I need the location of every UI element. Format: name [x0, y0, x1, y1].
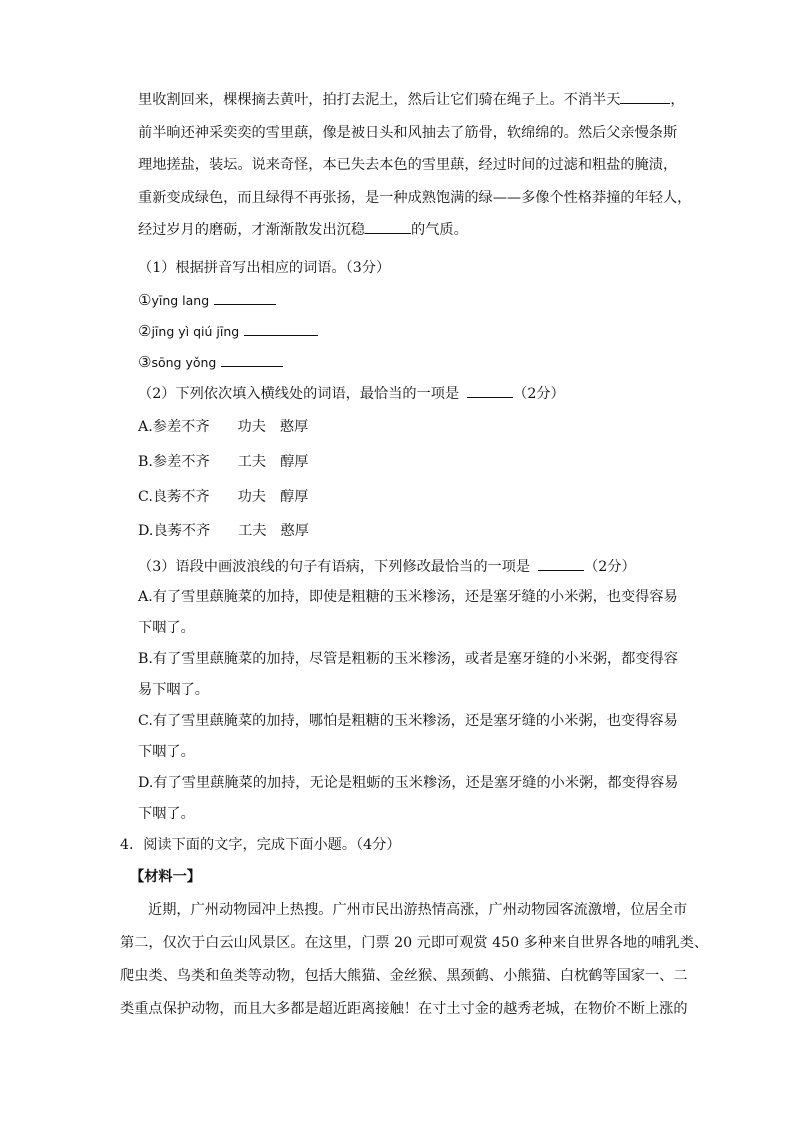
passage-line: 前半晌还神采奕奕的雪里蕻，像是被日头和风抽去了筋骨，软绵绵的。然后父亲慢条斯	[138, 124, 678, 141]
material-line: 近期，广州动物园冲上热搜。广州市民出游热情高涨，广州动物园客流激增，位居全市	[148, 902, 688, 918]
answer-blank	[620, 89, 670, 104]
question-3-stem: （3）语段中画波浪线的句子有语病，下列修改最恰当的一项是 （2分）	[138, 556, 636, 577]
question-3-option: A.有了雪里蕻腌菜的加持，即使是粗糖的玉米糁汤，还是塞牙缝的小米粥，也变得容易	[138, 589, 678, 605]
passage-line: 理地搓盐，装坛。说来奇怪，本已失去本色的雪里蕻，经过时间的过滤和粗盐的腌渍，	[138, 157, 678, 174]
passage	[138, 84, 692, 247]
question-3-option-cont: 易下咽了。	[138, 682, 209, 698]
answer-blank	[538, 556, 584, 571]
question-2-option: B.参差不齐 工夫 醇厚	[138, 454, 309, 470]
question-2-option: D.良莠不齐 工夫 憨厚	[138, 523, 309, 539]
question-2-stem: （2）下列依次填入横线处的词语，最恰当的一项是 （2分）	[138, 383, 565, 404]
question-2-option: C.良莠不齐 功夫 醇厚	[138, 489, 309, 505]
question-3-option: D.有了雪里蕻腌菜的加持，无论是粗蛎的玉米糁汤，还是塞牙缝的小米粥，都变得容易	[138, 775, 679, 791]
question-1-stem: （1）根据拼音写出相应的词语。（3分）	[138, 260, 391, 276]
passage-line: 经过岁月的磨砺，才渐渐散发出沉稳 的气质。	[138, 214, 678, 247]
answer-blank	[221, 352, 283, 367]
question-3-option-cont: 下咽了。	[138, 620, 195, 636]
question-1-item: ③sōng yǒng	[138, 352, 283, 373]
material-title: 【材料一】	[130, 869, 201, 885]
question-3-option-cont: 下咽了。	[138, 806, 195, 822]
question-3-option: B.有了雪里蕻腌菜的加持，尽管是粗粝的玉米糁汤，或者是塞牙缝的小米粥，都变得容	[138, 651, 678, 667]
question-1-item: ①yīng lang	[138, 290, 276, 311]
question-3-option-cont: 下咽了。	[138, 744, 195, 760]
question-1-item: ②jīng yì qiú jīng	[138, 321, 318, 342]
material-line: 类重点保护动物，而且大多都是超近距离接触！在寸土寸金的越秀老城，在物价不断上涨的	[120, 1001, 688, 1017]
answer-blank	[244, 321, 318, 336]
answer-blank	[467, 383, 513, 398]
passage-line: 重新变成绿色，而且绿得不再张扬，是一种成熟饱满的绿——多像个性格莽撞的年轻人，	[138, 189, 692, 206]
passage-line: 里收割回来，棵棵摘去黄叶，拍打去泥土，然后让它们骑在绳子上。不消半天 ，	[138, 84, 678, 117]
question-4-stem: 4．阅读下面的文字，完成下面小题。（4分）	[120, 837, 401, 853]
answer-blank	[365, 219, 411, 234]
material-line: 爬虫类、鸟类和鱼类等动物，包括大熊猫、金丝猴、黑颈鹤、小熊猫、白枕鹤等国家一、二	[120, 968, 688, 984]
answer-blank	[214, 290, 276, 305]
question-3-option: C.有了雪里蕻腌菜的加持，哪怕是粗糖的玉米糁汤，还是塞牙缝的小米粥，也变得容易	[138, 713, 678, 729]
question-2-option: A.参差不齐 功夫 憨厚	[138, 419, 309, 435]
material-line: 第二，仅次于白云山风景区。在这里，门票 20 元即可观赏 450 多种来自世界各地的哺乳类、	[120, 935, 709, 951]
